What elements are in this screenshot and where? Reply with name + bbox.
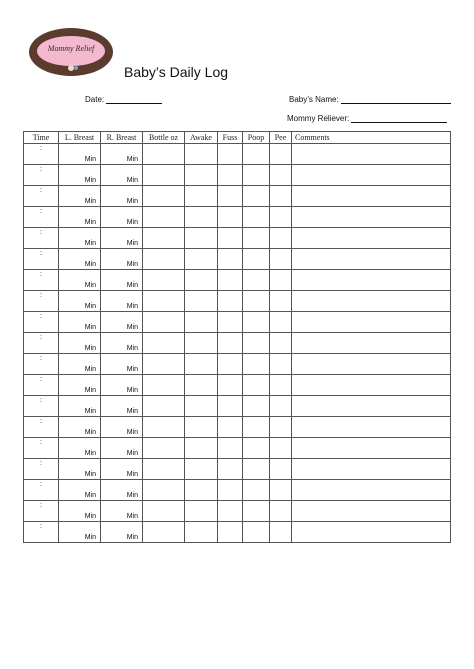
comments-cell[interactable] [292,186,451,207]
min-label: Min [84,240,96,247]
min-label: Min [126,324,138,331]
fuss-cell[interactable] [218,312,243,333]
fuss-cell[interactable] [218,228,243,249]
comments-cell[interactable] [292,459,451,480]
time-cell[interactable] [24,333,59,354]
bottle-oz-cell[interactable] [143,270,185,291]
time-colon: : [40,292,42,299]
bottle-oz-cell[interactable] [143,354,185,375]
time-colon: : [40,271,42,278]
bottle-oz-cell[interactable] [143,375,185,396]
fuss-cell[interactable] [218,375,243,396]
l-breast-cell[interactable] [59,417,101,438]
log-body [24,144,451,543]
table-row [24,228,451,249]
table-row [24,186,451,207]
comments-cell[interactable] [292,417,451,438]
r-breast-cell[interactable] [101,459,143,480]
logo-text: Mommy Relief [47,44,95,53]
awake-cell[interactable] [185,438,218,459]
bottle-oz-cell[interactable] [143,228,185,249]
awake-cell[interactable] [185,333,218,354]
fuss-cell[interactable] [218,522,243,543]
header-awake: Awake [185,132,218,144]
table-row [24,270,451,291]
bottle-oz-cell[interactable] [143,333,185,354]
pee-cell[interactable] [270,270,292,291]
poop-cell[interactable] [243,270,270,291]
min-label: Min [126,198,138,205]
fuss-cell[interactable] [218,354,243,375]
bottle-oz-cell[interactable] [143,501,185,522]
header-comments: Comments [292,132,451,144]
poop-cell[interactable] [243,144,270,165]
table-row [24,207,451,228]
time-colon: : [40,187,42,194]
time-colon: : [40,166,42,173]
min-label: Min [126,240,138,247]
min-label: Min [126,513,138,520]
table-row [24,438,451,459]
fuss-cell[interactable] [218,333,243,354]
fuss-cell[interactable] [218,144,243,165]
time-cell[interactable] [24,438,59,459]
time-colon: : [40,418,42,425]
comments-cell[interactable] [292,165,451,186]
time-colon: : [40,208,42,215]
r-breast-cell[interactable] [101,228,143,249]
min-label: Min [126,282,138,289]
babys-name-label: Baby’s Name: [289,95,339,104]
min-label: Min [126,534,138,541]
poop-cell[interactable] [243,165,270,186]
awake-cell[interactable] [185,396,218,417]
mommy-reliever-field[interactable] [287,114,447,123]
time-cell[interactable] [24,522,59,543]
pee-cell[interactable] [270,522,292,543]
min-label: Min [84,303,96,310]
min-label: Min [84,534,96,541]
table-row [24,249,451,270]
l-breast-cell[interactable] [59,291,101,312]
poop-cell[interactable] [243,333,270,354]
min-label: Min [84,471,96,478]
min-label: Min [84,345,96,352]
awake-cell[interactable] [185,228,218,249]
l-breast-cell[interactable] [59,270,101,291]
time-colon: : [40,313,42,320]
min-label: Min [126,219,138,226]
min-label: Min [84,492,96,499]
comments-cell[interactable] [292,480,451,501]
time-cell[interactable] [24,417,59,438]
comments-cell[interactable] [292,312,451,333]
table-row [24,333,451,354]
header-row [24,132,451,144]
r-breast-cell[interactable] [101,480,143,501]
header-poop: Poop [243,132,270,144]
min-label: Min [126,303,138,310]
bottle-oz-cell[interactable] [143,144,185,165]
table-row [24,396,451,417]
awake-cell[interactable] [185,354,218,375]
fuss-cell[interactable] [218,417,243,438]
time-colon: : [40,334,42,341]
table-row [24,291,451,312]
bottle-oz-cell[interactable] [143,186,185,207]
time-colon: : [40,502,42,509]
l-breast-cell[interactable] [59,144,101,165]
awake-cell[interactable] [185,522,218,543]
awake-cell[interactable] [185,501,218,522]
header-pee: Pee [270,132,292,144]
poop-cell[interactable] [243,186,270,207]
min-label: Min [84,177,96,184]
pee-cell[interactable] [270,459,292,480]
pee-cell[interactable] [270,375,292,396]
r-breast-cell[interactable] [101,417,143,438]
min-label: Min [126,429,138,436]
poop-cell[interactable] [243,522,270,543]
time-cell[interactable] [24,375,59,396]
time-colon: : [40,229,42,236]
awake-cell[interactable] [185,165,218,186]
time-cell[interactable] [24,165,59,186]
table-row [24,501,451,522]
time-cell[interactable] [24,480,59,501]
mommy-reliever-line[interactable] [351,114,447,123]
l-breast-cell[interactable] [59,375,101,396]
poop-cell[interactable] [243,396,270,417]
comments-cell[interactable] [292,438,451,459]
time-cell[interactable] [24,207,59,228]
pee-cell[interactable] [270,207,292,228]
r-breast-cell[interactable] [101,375,143,396]
pee-cell[interactable] [270,354,292,375]
awake-cell[interactable] [185,291,218,312]
fuss-cell[interactable] [218,438,243,459]
pee-cell[interactable] [270,333,292,354]
awake-cell[interactable] [185,459,218,480]
poop-cell[interactable] [243,501,270,522]
header-bottle-oz: Bottle oz [143,132,185,144]
l-breast-cell[interactable] [59,186,101,207]
header-time: Time [24,132,59,144]
pee-cell[interactable] [270,480,292,501]
babys-name-line[interactable] [341,95,451,104]
header-r-breast: R. Breast [101,132,143,144]
bottle-oz-cell[interactable] [143,396,185,417]
bottle-oz-cell[interactable] [143,312,185,333]
pee-cell[interactable] [270,501,292,522]
min-label: Min [126,261,138,268]
fuss-cell[interactable] [218,396,243,417]
comments-cell[interactable] [292,354,451,375]
min-label: Min [126,366,138,373]
r-breast-cell[interactable] [101,312,143,333]
l-breast-cell[interactable] [59,312,101,333]
poop-cell[interactable] [243,438,270,459]
time-cell[interactable] [24,249,59,270]
awake-cell[interactable] [185,207,218,228]
comments-cell[interactable] [292,501,451,522]
l-breast-cell[interactable] [59,459,101,480]
fuss-cell[interactable] [218,249,243,270]
r-breast-cell[interactable] [101,249,143,270]
min-label: Min [84,387,96,394]
daily-log-table [23,131,451,543]
poop-cell[interactable] [243,417,270,438]
table-row [24,354,451,375]
r-breast-cell[interactable] [101,186,143,207]
header-fuss: Fuss [218,132,243,144]
l-breast-cell[interactable] [59,480,101,501]
time-cell[interactable] [24,186,59,207]
poop-cell[interactable] [243,249,270,270]
mommy-reliever-label: Mommy Reliever: [287,114,350,123]
bottle-oz-cell[interactable] [143,291,185,312]
poop-cell[interactable] [243,459,270,480]
awake-cell[interactable] [185,312,218,333]
comments-cell[interactable] [292,522,451,543]
min-label: Min [84,324,96,331]
l-breast-cell[interactable] [59,438,101,459]
page-title: Baby’s Daily Log [124,64,229,80]
min-label: Min [84,450,96,457]
bottle-oz-cell[interactable] [143,480,185,501]
awake-cell[interactable] [185,375,218,396]
r-breast-cell[interactable] [101,144,143,165]
time-colon: : [40,439,42,446]
min-label: Min [84,282,96,289]
fuss-cell[interactable] [218,270,243,291]
pee-cell[interactable] [270,186,292,207]
pee-cell[interactable] [270,438,292,459]
fuss-cell[interactable] [218,186,243,207]
table-row [24,165,451,186]
fuss-cell[interactable] [218,207,243,228]
l-breast-cell[interactable] [59,396,101,417]
poop-cell[interactable] [243,228,270,249]
table-row [24,522,451,543]
time-cell[interactable] [24,354,59,375]
min-label: Min [84,261,96,268]
min-label: Min [84,219,96,226]
min-label: Min [84,513,96,520]
time-colon: : [40,523,42,530]
min-label: Min [126,408,138,415]
bottle-oz-cell[interactable] [143,522,185,543]
min-label: Min [126,471,138,478]
bottle-oz-cell[interactable] [143,459,185,480]
date-field[interactable] [85,95,162,104]
mommy-relief-logo [28,27,114,77]
min-label: Min [126,387,138,394]
r-breast-cell[interactable] [101,165,143,186]
date-line[interactable] [106,95,162,104]
pee-cell[interactable] [270,312,292,333]
pee-cell[interactable] [270,144,292,165]
r-breast-cell[interactable] [101,501,143,522]
l-breast-cell[interactable] [59,354,101,375]
time-colon: : [40,460,42,467]
table-row [24,144,451,165]
time-colon: : [40,355,42,362]
pee-cell[interactable] [270,396,292,417]
poop-cell[interactable] [243,480,270,501]
date-label: Date: [85,95,105,104]
table-row [24,312,451,333]
comments-cell[interactable] [292,375,451,396]
r-breast-cell[interactable] [101,438,143,459]
awake-cell[interactable] [185,144,218,165]
poop-cell[interactable] [243,312,270,333]
time-cell[interactable] [24,270,59,291]
comments-cell[interactable] [292,270,451,291]
time-colon: : [40,250,42,257]
min-label: Min [84,156,96,163]
awake-cell[interactable] [185,186,218,207]
min-label: Min [126,156,138,163]
time-colon: : [40,481,42,488]
fuss-cell[interactable] [218,459,243,480]
pee-cell[interactable] [270,165,292,186]
time-colon: : [40,145,42,152]
bottle-oz-cell[interactable] [143,249,185,270]
l-breast-cell[interactable] [59,165,101,186]
fuss-cell[interactable] [218,165,243,186]
l-breast-cell[interactable] [59,228,101,249]
table-row [24,417,451,438]
time-colon: : [40,397,42,404]
r-breast-cell[interactable] [101,354,143,375]
l-breast-cell[interactable] [59,522,101,543]
fuss-cell[interactable] [218,480,243,501]
bottle-oz-cell[interactable] [143,165,185,186]
bottle-oz-cell[interactable] [143,438,185,459]
fuss-cell[interactable] [218,291,243,312]
pee-cell[interactable] [270,228,292,249]
min-label: Min [126,450,138,457]
pee-cell[interactable] [270,291,292,312]
r-breast-cell[interactable] [101,291,143,312]
comments-cell[interactable] [292,228,451,249]
l-breast-cell[interactable] [59,333,101,354]
pee-cell[interactable] [270,249,292,270]
time-cell[interactable] [24,228,59,249]
comments-cell[interactable] [292,333,451,354]
r-breast-cell[interactable] [101,522,143,543]
poop-cell[interactable] [243,291,270,312]
table-row [24,375,451,396]
time-cell[interactable] [24,396,59,417]
time-colon: : [40,376,42,383]
table-row [24,459,451,480]
time-cell[interactable] [24,291,59,312]
poop-cell[interactable] [243,207,270,228]
min-label: Min [126,177,138,184]
bottle-oz-cell[interactable] [143,207,185,228]
babys-name-field[interactable] [289,95,451,104]
r-breast-cell[interactable] [101,333,143,354]
r-breast-cell[interactable] [101,396,143,417]
min-label: Min [84,429,96,436]
awake-cell[interactable] [185,417,218,438]
pee-cell[interactable] [270,417,292,438]
header-l-breast: L. Breast [59,132,101,144]
comments-cell[interactable] [292,396,451,417]
min-label: Min [84,366,96,373]
comments-cell[interactable] [292,207,451,228]
min-label: Min [126,492,138,499]
bottle-oz-cell[interactable] [143,417,185,438]
poop-cell[interactable] [243,354,270,375]
poop-cell[interactable] [243,375,270,396]
awake-cell[interactable] [185,480,218,501]
time-cell[interactable] [24,144,59,165]
time-cell[interactable] [24,312,59,333]
min-label: Min [84,198,96,205]
awake-cell[interactable] [185,249,218,270]
l-breast-cell[interactable] [59,207,101,228]
time-cell[interactable] [24,459,59,480]
comments-cell[interactable] [292,291,451,312]
min-label: Min [126,345,138,352]
r-breast-cell[interactable] [101,270,143,291]
comments-cell[interactable] [292,144,451,165]
time-cell[interactable] [24,501,59,522]
r-breast-cell[interactable] [101,207,143,228]
fuss-cell[interactable] [218,501,243,522]
table-row [24,480,451,501]
awake-cell[interactable] [185,270,218,291]
min-label: Min [84,408,96,415]
l-breast-cell[interactable] [59,249,101,270]
l-breast-cell[interactable] [59,501,101,522]
comments-cell[interactable] [292,249,451,270]
